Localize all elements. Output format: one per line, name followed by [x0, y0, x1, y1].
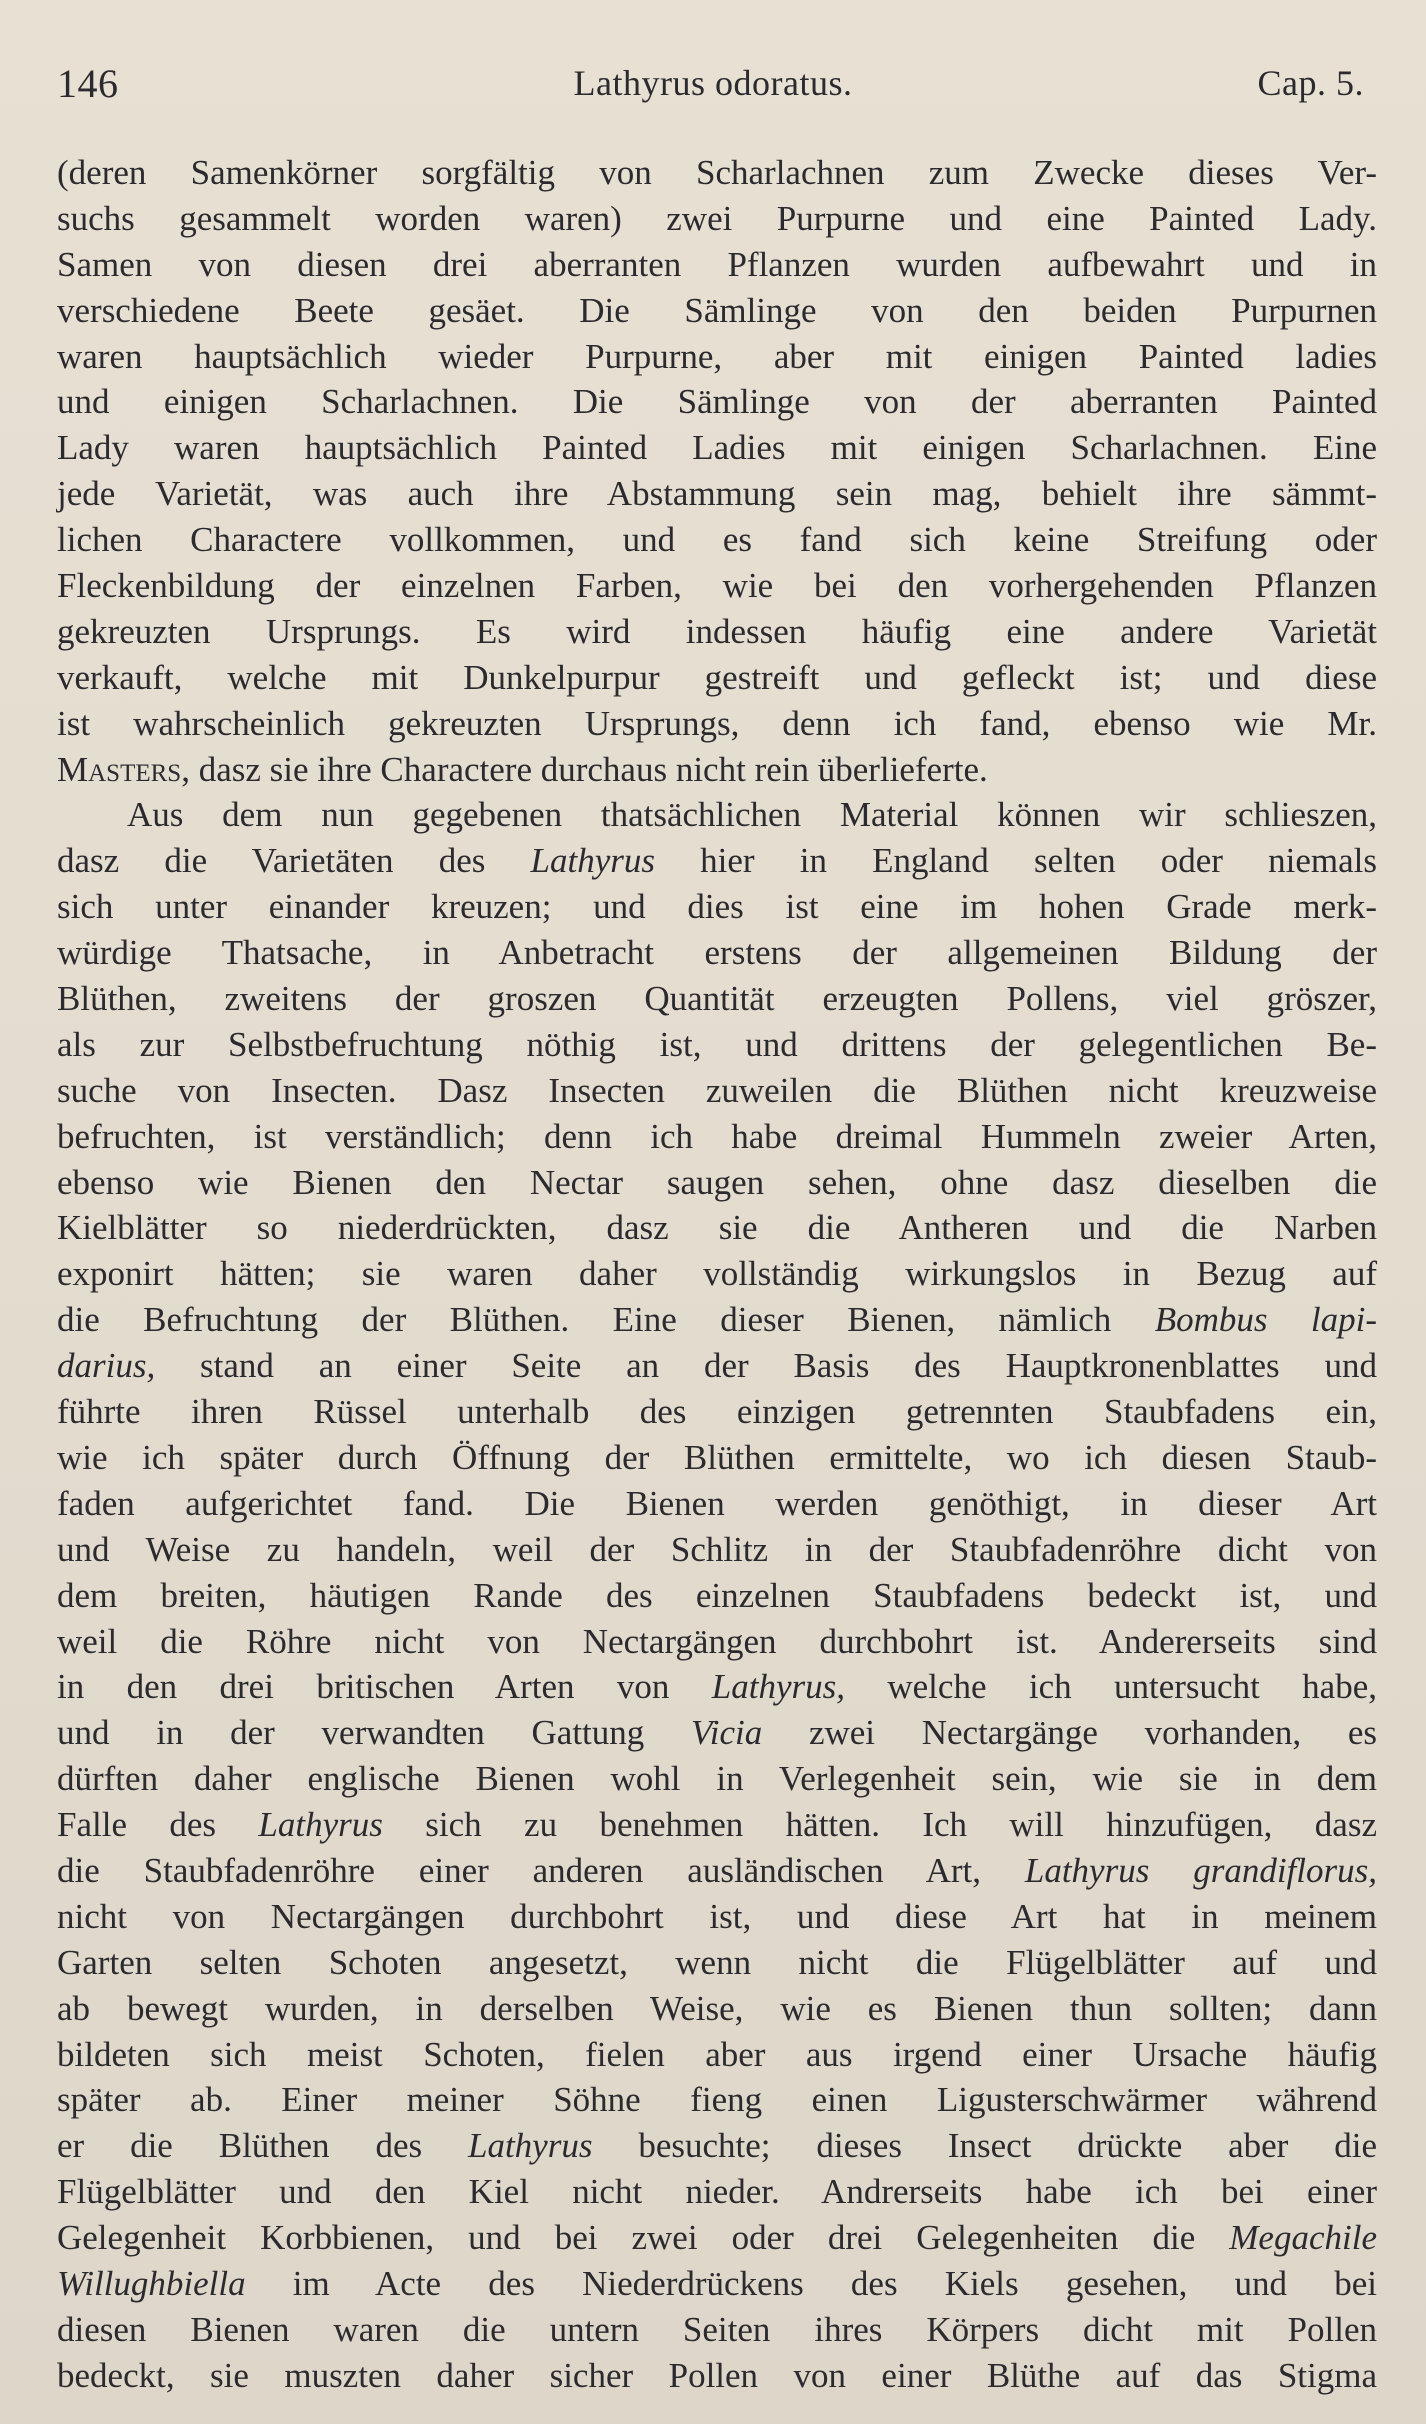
text-run: als zur Selbstbefruchtung nöthig ist, und drittens der gelegentlichen Be- — [57, 1024, 1377, 1064]
text-run: in den drei britischen Arten von — [57, 1667, 712, 1707]
text-run: bedeckt, sie muszten daher sicher Pollen von einer Blüthe auf das Stigma — [57, 2355, 1377, 2395]
chapter-label: Cap. 5. — [1257, 63, 1364, 103]
text-line — [57, 930, 1377, 976]
text-line — [57, 1573, 1377, 1619]
text-run: dürften daher englische Bienen wohl in Verlegenheit sein, wie sie in dem — [57, 1759, 1377, 1799]
text-line — [57, 2169, 1377, 2215]
text-run: bildeten sich meist Schoten, fielen aber aus irgend einer Ursache häufig — [57, 2034, 1377, 2074]
text-line — [57, 1481, 1377, 1527]
text-run: er die Blüthen des — [57, 2126, 468, 2166]
text-line — [57, 334, 1377, 380]
text-line — [57, 2077, 1377, 2123]
text-run: dem breiten, häutigen Rande des einzelnen Staubfadens bedeckt ist, und — [57, 1575, 1377, 1615]
text-line — [57, 1435, 1377, 1481]
text-run: Gelegenheit Korbbienen, und bei zwei oder drei Gelegenheiten die — [57, 2218, 1230, 2258]
text-line — [57, 288, 1377, 334]
text-run: besuchte; dieses Insect drückte aber die — [592, 2126, 1377, 2166]
text-run: ab bewegt wurden, in derselben Weise, wie es Bienen thun sollten; dann — [57, 1988, 1377, 2028]
text-run: Garten selten Schoten angesetzt, wenn nicht die Flügelblätter auf und — [57, 1942, 1377, 1982]
text-run: ist wahrscheinlich gekreuzten Ursprungs, denn ich fand, ebenso wie Mr. — [57, 703, 1377, 743]
text-line — [57, 1664, 1377, 1710]
text-line — [57, 1710, 1377, 1756]
text-run: und in der verwandten Gattung — [57, 1713, 691, 1753]
page-number: 146 — [57, 61, 119, 106]
text-run: Aus dem nun gegebenen thatsächlichen Material können wir schlieszen, — [127, 795, 1377, 835]
text-run: nicht von Nectargängen durchbohrt ist, und diese Art hat in meinem — [57, 1896, 1377, 1936]
text-run: gekreuzten Ursprungs. Es wird indessen häufig eine andere Varietät — [57, 611, 1377, 651]
text-line — [57, 471, 1377, 517]
text-line — [57, 1894, 1377, 1940]
text-line — [57, 1619, 1377, 1665]
text-line — [57, 884, 1377, 930]
text-line — [57, 1160, 1377, 1206]
text-run: wie ich später durch Öffnung der Blüthen ermittelte, wo ich diesen Staub- — [57, 1437, 1377, 1477]
text-line — [57, 1114, 1377, 1160]
text-line — [57, 2261, 1377, 2307]
text-run: suche von Insecten. Dasz Insecten zuweilen die Blüthen nicht kreuzweise — [57, 1070, 1377, 1110]
text-line — [57, 196, 1377, 242]
italic-term: Bombus lapi- — [1154, 1300, 1377, 1340]
text-run: weil die Röhre nicht von Nectargängen durchbohrt ist. Andererseits sind — [57, 1621, 1377, 1661]
text-line — [57, 1802, 1377, 1848]
body-text — [57, 150, 1377, 2399]
text-run: verschiedene Beete gesäet. Die Sämlinge von den beiden Purpurnen — [57, 290, 1377, 330]
text-run: exponirt hätten; sie waren daher vollständig wirkungslos in Bezug auf — [57, 1254, 1377, 1294]
text-run: suchs gesammelt worden waren) zwei Purpurne und eine Painted Lady. — [57, 198, 1377, 238]
text-line — [57, 792, 1377, 838]
text-line — [57, 2215, 1377, 2261]
italic-term: Lathyrus — [258, 1805, 383, 1845]
italic-term: Vicia — [690, 1713, 763, 1753]
text-line — [57, 1940, 1377, 1986]
text-run: im Acte des Niederdrückens des Kiels gesehen, und bei — [245, 2263, 1377, 2303]
text-line — [57, 1343, 1377, 1389]
small-caps-name: Masters — [57, 749, 182, 789]
text-line — [57, 2353, 1377, 2399]
italic-term: Lathyrus — [467, 2126, 593, 2166]
italic-term: Willughbiella — [57, 2263, 246, 2303]
italic-term: Lathyrus — [530, 841, 655, 881]
text-line — [57, 2123, 1377, 2169]
text-line — [57, 655, 1377, 701]
italic-term: Megachile — [1229, 2218, 1377, 2258]
text-run: die Befruchtung der Blüthen. Eine dieser Bienen, nämlich — [57, 1300, 1155, 1340]
text-line — [57, 1205, 1377, 1251]
running-title: Lathyrus odoratus. — [573, 63, 853, 103]
text-run: stand an einer Seite an der Basis des Hauptkronenblattes und — [155, 1346, 1377, 1386]
text-run: und Weise zu handeln, weil der Schlitz in der Staubfadenröhre dicht von — [57, 1529, 1377, 1569]
text-run: Falle des — [57, 1805, 259, 1845]
text-run: Samen von diesen drei aberranten Pflanzen wurden aufbewahrt und in — [57, 244, 1377, 284]
text-run: (deren Samenkörner sorgfältig von Scharlachnen zum Zwecke dieses Ver- — [57, 153, 1377, 192]
text-run: zwei Nectargänge vorhanden, es — [762, 1713, 1377, 1753]
text-line — [57, 425, 1377, 471]
text-line — [57, 1848, 1377, 1894]
text-run: sich zu benehmen hätten. Ich will hinzufügen, dasz — [382, 1805, 1378, 1845]
text-run: und einigen Scharlachnen. Die Sämlinge von der aberranten Painted — [57, 382, 1377, 422]
text-line — [57, 379, 1377, 425]
text-run: diesen Bienen waren die untern Seiten ihres Körpers dicht mit Pollen — [57, 2309, 1377, 2349]
text-line — [57, 1068, 1377, 1114]
text-line — [57, 1527, 1377, 1573]
text-run: lichen Charactere vollkommen, und es fand sich keine Streifung oder — [57, 520, 1377, 560]
text-run: welche ich untersucht habe, — [844, 1667, 1377, 1707]
italic-term: Lathyrus grandiflorus, — [1024, 1850, 1377, 1890]
text-line — [57, 747, 1377, 793]
text-run: ebenso wie Bienen den Nectar saugen sehen, ohne dasz dieselben die — [57, 1162, 1377, 1202]
text-run: Kielblätter so niederdrückten, dasz sie die Antheren und die Narben — [57, 1208, 1377, 1248]
text-run: Fleckenbildung der einzelnen Farben, wie bei den vorhergehenden Pflanzen — [57, 566, 1377, 606]
text-run: verkauft, welche mit Dunkelpurpur gestreift und gefleckt ist; und diese — [57, 657, 1377, 697]
text-run: dasz die Varietäten des — [57, 841, 531, 881]
italic-term: Lathyrus, — [711, 1667, 845, 1707]
text-run: würdige Thatsache, in Anbetracht erstens der allgemeinen Bildung der — [57, 933, 1377, 973]
text-run: jede Varietät, was auch ihre Abstammung sein mag, behielt ihre sämmt- — [57, 474, 1377, 514]
text-line — [57, 563, 1377, 609]
text-line — [57, 1297, 1377, 1343]
italic-term: darius, — [57, 1346, 156, 1386]
text-line — [57, 701, 1377, 747]
text-run: Flügelblätter und den Kiel nicht nieder. Andrerseits habe ich bei einer — [57, 2172, 1377, 2212]
text-run: die Staubfadenröhre einer anderen ausländischen Art, — [57, 1850, 1025, 1890]
text-run: Lady waren hauptsächlich Painted Ladies mit einigen Scharlachnen. Eine — [57, 428, 1377, 468]
text-line — [57, 609, 1377, 655]
text-line — [57, 1251, 1377, 1297]
text-line — [57, 517, 1377, 563]
text-run: sich unter einander kreuzen; und dies ist eine im hohen Grade merk- — [57, 887, 1377, 927]
text-line — [57, 2032, 1377, 2078]
text-run: , dasz sie ihre Charactere durchaus nicht rein überlieferte. — [181, 749, 988, 789]
text-line — [57, 838, 1377, 884]
text-line — [57, 1389, 1377, 1435]
text-run: später ab. Einer meiner Söhne fieng einen Ligusterschwärmer während — [57, 2080, 1377, 2120]
text-line — [57, 242, 1377, 288]
text-run: befruchten, ist verständlich; denn ich habe dreimal Hummeln zweier Arten, — [57, 1116, 1377, 1156]
text-run: faden aufgerichtet fand. Die Bienen werden genöthigt, in dieser Art — [57, 1483, 1377, 1523]
text-run: Blüthen, zweitens der groszen Quantität erzeugten Pollens, viel gröszer, — [57, 979, 1377, 1019]
text-line — [57, 1986, 1377, 2032]
text-line — [57, 1022, 1377, 1068]
text-line — [57, 150, 1377, 196]
text-run: hier in England selten oder niemals — [655, 841, 1377, 881]
text-line — [57, 1756, 1377, 1802]
text-run: führte ihren Rüssel unterhalb des einzigen getrennten Staubfadens ein, — [57, 1392, 1377, 1432]
text-line — [57, 2307, 1377, 2353]
text-run: waren hauptsächlich wieder Purpurne, aber mit einigen Painted ladies — [57, 336, 1377, 376]
text-line — [57, 976, 1377, 1022]
